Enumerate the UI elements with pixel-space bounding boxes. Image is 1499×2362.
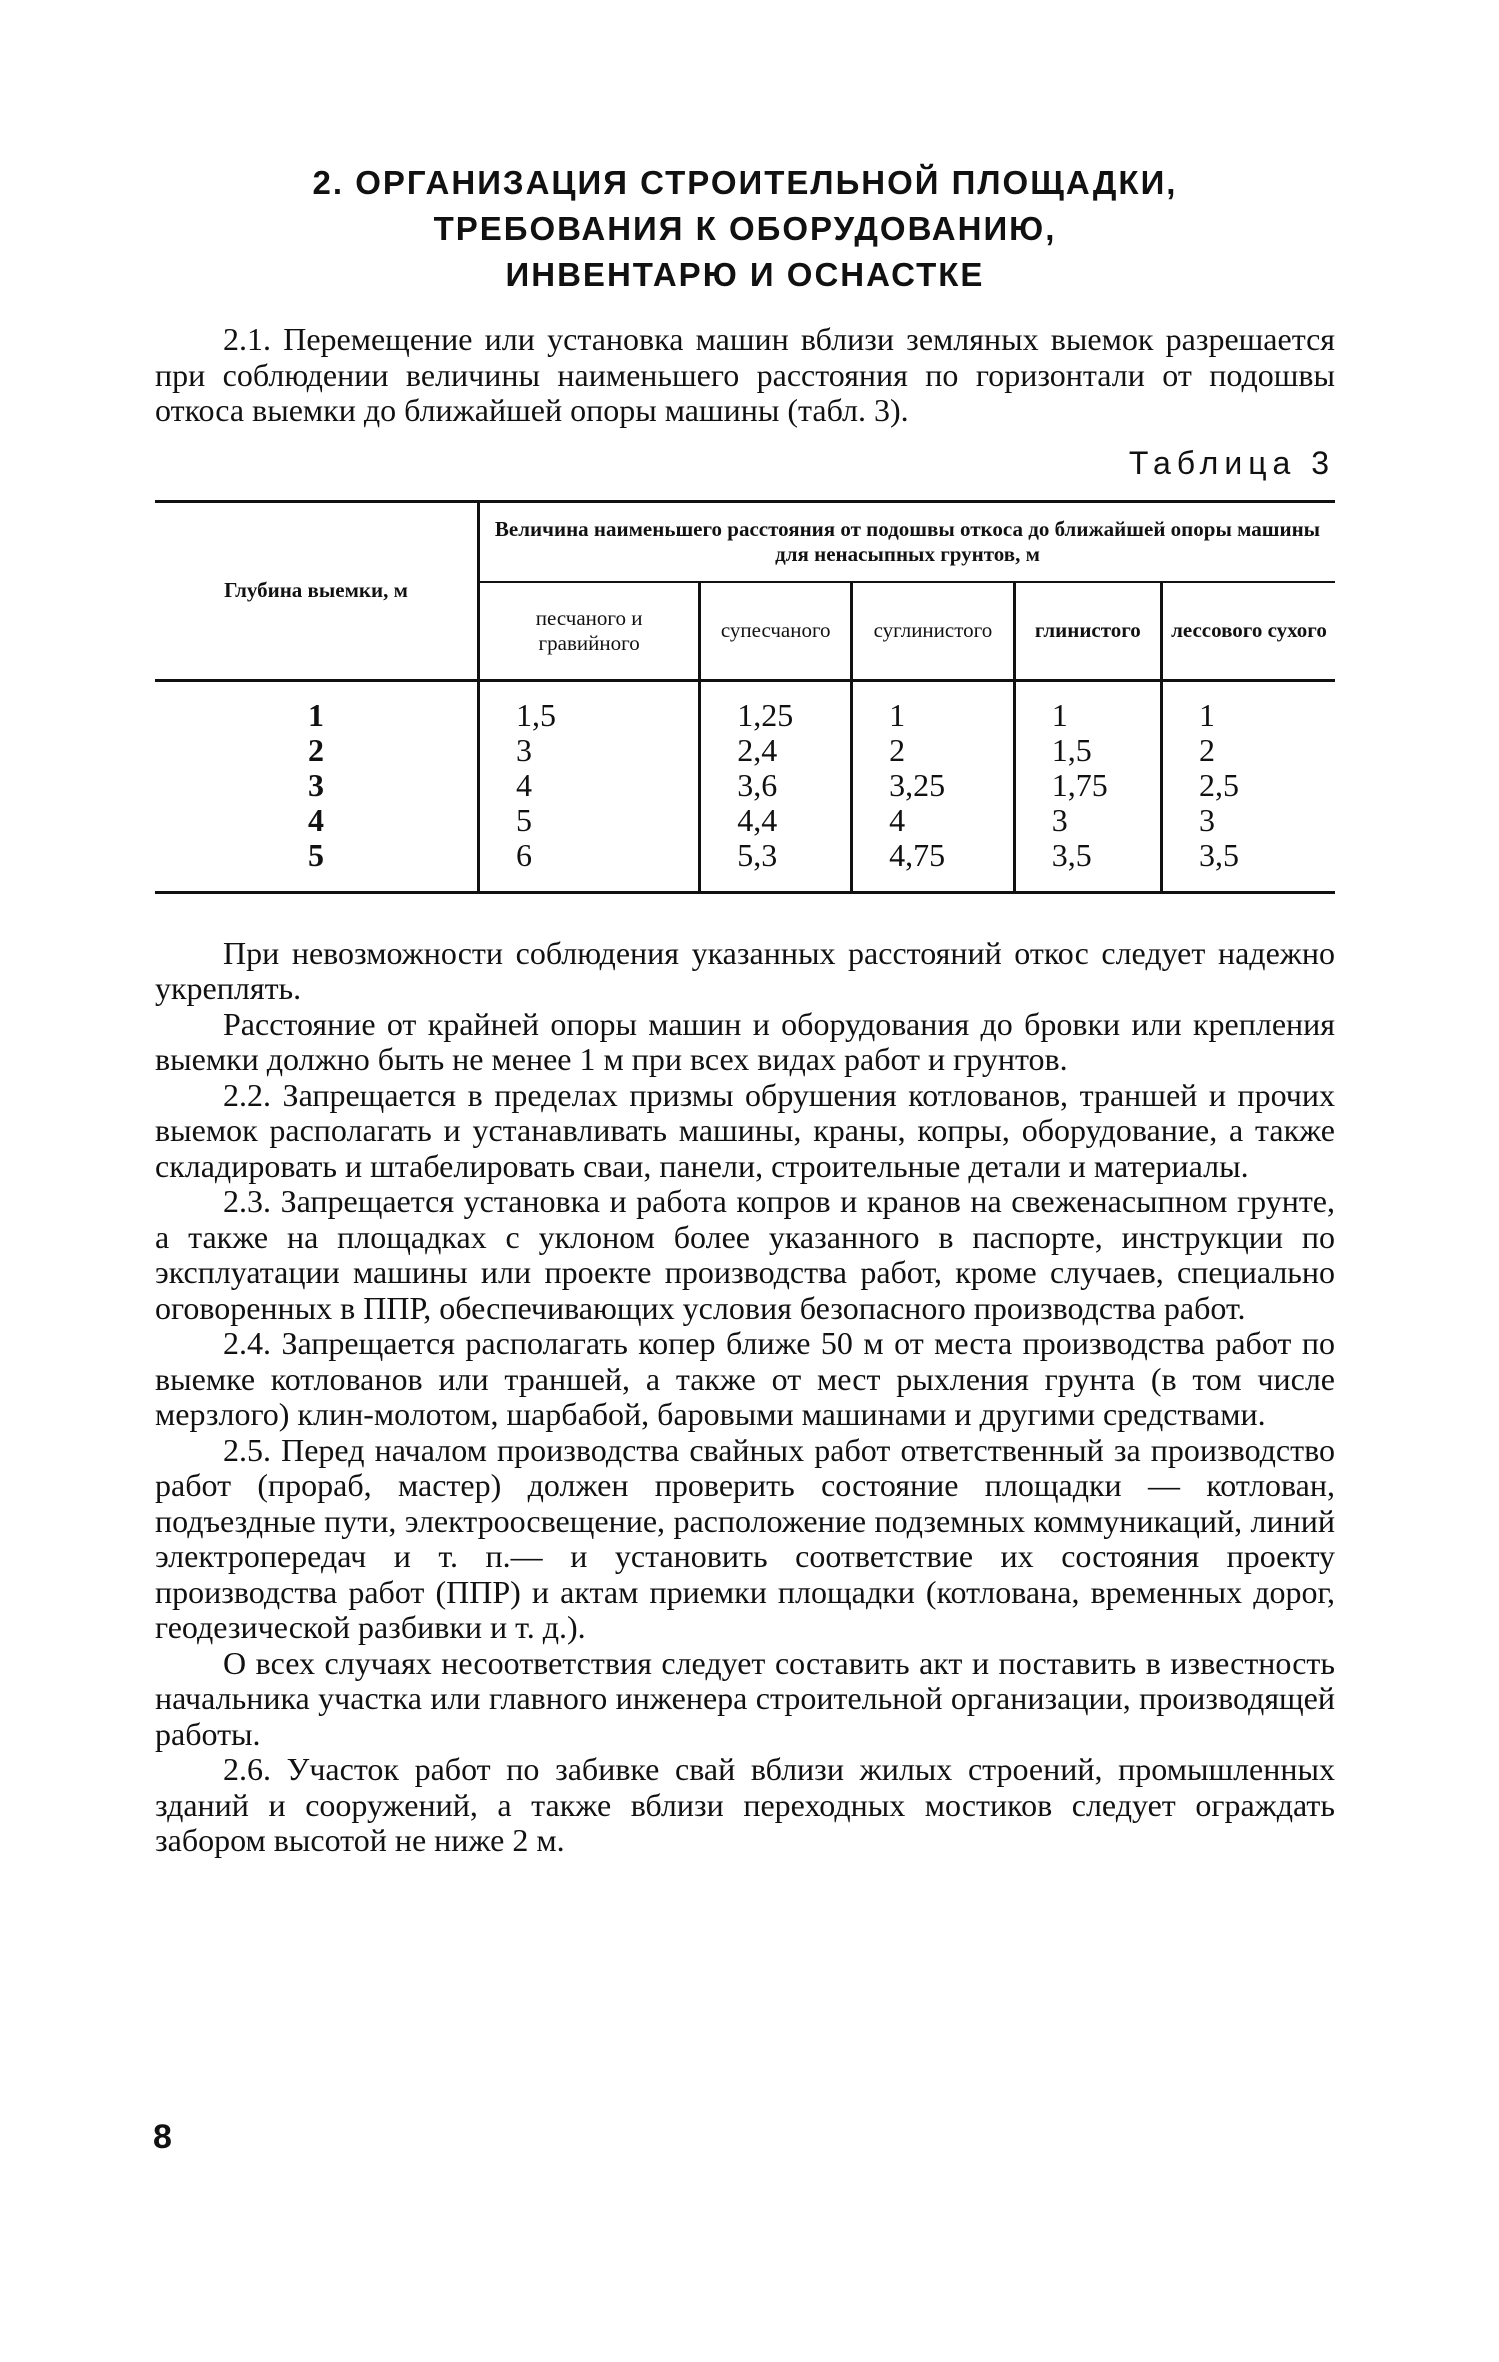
value-cell: 1: [1014, 680, 1161, 733]
value-cell: 3: [1161, 803, 1335, 838]
col-header-sandy-loam: супесчаного: [700, 582, 852, 681]
value-cell: 3,5: [1014, 838, 1161, 893]
value-cell: 2,4: [700, 733, 852, 768]
value-cell: 3,5: [1161, 838, 1335, 893]
body-text: [155, 936, 1335, 1859]
table-row: [155, 838, 1335, 893]
title-line-2: ТРЕБОВАНИЯ К ОБОРУДОВАНИЮ,: [433, 210, 1057, 247]
title-line-1: 2. ОРГАНИЗАЦИЯ СТРОИТЕЛЬНОЙ ПЛОЩАДКИ,: [312, 164, 1178, 201]
value-cell: 3,25: [852, 768, 1015, 803]
paragraph: 2.2. Запрещается в пределах призмы обрушения котлованов, траншей и прочих выемок располагать и устанавливать машины, краны, копры, оборудование, а также складировать и штабелировать сваи, панели, строительные детали и материалы.: [155, 1076, 1335, 1184]
paragraph: 2.4. Запрещается располагать копер ближе 50 м от места производства работ по выемке котлованов или траншей, а также от мест рыхления грунта (в том числе мерзлого) клин-молотом, шарбабой, баровыми машинами и другими средствами.: [155, 1325, 1335, 1432]
group-header: Величина наименьшего расстояния от подошвы откоса до ближайшей опоры машины для ненасыпных грунтов, м: [479, 501, 1336, 582]
table-row: [155, 768, 1335, 803]
paragraph: 2.6. Участок работ по забивке свай вблизи жилых строений, промышленных зданий и сооружений, а также вблизи переходных мостиков следует ограждать забором высотой не ниже 2 м.: [155, 1751, 1335, 1858]
value-cell: 4: [852, 803, 1015, 838]
value-cell: 6: [479, 838, 700, 893]
value-cell: 3: [479, 733, 700, 768]
col-header-loess: лессового сухого: [1161, 582, 1335, 681]
value-cell: 1,25: [700, 680, 852, 733]
paragraph: Расстояние от крайней опоры машин и оборудования до бровки или крепления выемки должно быть не менее 1 м при всех видах работ и грунтов.: [155, 1005, 1335, 1077]
distance-table: [155, 500, 1335, 894]
depth-cell: 2: [308, 731, 324, 768]
table-row: [155, 803, 1335, 838]
page-content: [155, 150, 1335, 1859]
value-cell: 1: [1161, 680, 1335, 733]
col-header-loam: суглинистого: [852, 582, 1015, 681]
value-cell: 4,4: [700, 803, 852, 838]
section-title: [155, 160, 1335, 298]
depth-cell: 4: [308, 801, 324, 838]
value-cell: 1,75: [1014, 768, 1161, 803]
page-number: 8: [153, 2118, 172, 2156]
paragraph: О всех случаях несоответствия следует составить акт и поставить в известность начальника участка или главного инженера строительной организации, производящей работы.: [155, 1644, 1335, 1752]
value-cell: 1,5: [1014, 733, 1161, 768]
table-row: [155, 680, 1335, 733]
table-row: [155, 733, 1335, 768]
table-caption: Таблица 3: [1128, 444, 1335, 481]
value-cell: 2,5: [1161, 768, 1335, 803]
value-cell: 2: [1161, 733, 1335, 768]
col-header-sandy: песчаного и гравийного: [479, 582, 700, 681]
intro-paragraph: 2.1. Перемещение или установка машин вблизи земляных выемок разрешается при соблюдении величины наименьшего расстояния по горизонтали от подошвы откоса выемки до ближайшей опоры машины (табл. 3).: [155, 321, 1335, 428]
value-cell: 5: [479, 803, 700, 838]
depth-header: Глубина выемки, м: [224, 578, 408, 602]
value-cell: 4,75: [852, 838, 1015, 893]
value-cell: 4: [479, 768, 700, 803]
col-header-clay: глинистого: [1014, 582, 1161, 681]
value-cell: 3,6: [700, 768, 852, 803]
value-cell: 5,3: [700, 838, 852, 893]
title-line-3: ИНВЕНТАРЮ И ОСНАСТКЕ: [505, 256, 985, 293]
paragraph: При невозможности соблюдения указанных расстояний откос следует надежно укреплять.: [155, 934, 1335, 1006]
paragraph: 2.3. Запрещается установка и работа копров и кранов на свеженасыпном грунте, а также на площадках с уклоном более указанного в паспорте, инструкции по эксплуатации машины или проекте производства работ, кроме случаев, специально оговоренных в ППР, обеспечивающих условия безопасного производства работ.: [155, 1183, 1335, 1326]
value-cell: 1,5: [479, 680, 700, 733]
value-cell: 1: [852, 680, 1015, 733]
depth-cell: 3: [308, 766, 324, 803]
value-cell: 2: [852, 733, 1015, 768]
depth-cell: 1: [308, 696, 324, 733]
depth-cell: 5: [308, 836, 324, 873]
value-cell: 3: [1014, 803, 1161, 838]
paragraph: 2.5. Перед началом производства свайных работ ответственный за производство работ (прораб, мастер) должен проверить состояние площадки — котлован, подъездные пути, электроосвещение, расположение подземных коммуникаций, линий электропередач и т. п.— и установить соответствие их состояния проекту производства работ (ППР) и актам приемки площадки (котлована, временных дорог, геодезической разбивки и т. д.).: [155, 1431, 1335, 1645]
